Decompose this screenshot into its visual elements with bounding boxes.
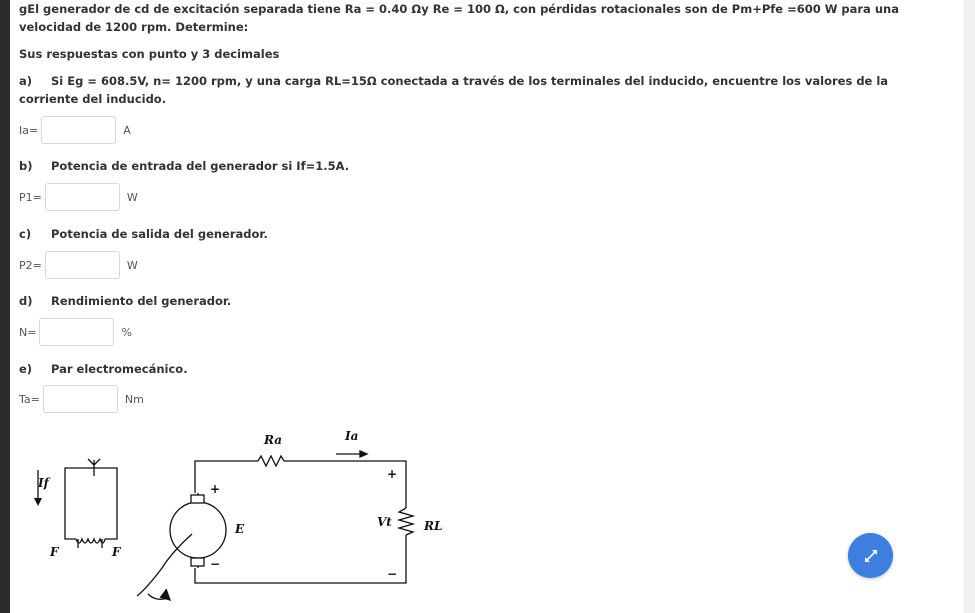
answer-row-a bbox=[19, 114, 131, 146]
answer-row-c bbox=[19, 249, 138, 281]
e-label: E bbox=[235, 522, 245, 536]
armature-circuit bbox=[137, 451, 413, 600]
answer-e-unit: Nm bbox=[124, 392, 144, 406]
question-e bbox=[19, 360, 188, 378]
answer-e-label: Ta= bbox=[19, 392, 40, 406]
answer-format-note: Sus respuestas con punto y 3 decimales bbox=[19, 47, 280, 61]
plus-top-label: + bbox=[387, 467, 398, 481]
question-page bbox=[10, 0, 964, 613]
vt-label: Vt bbox=[377, 515, 392, 529]
answer-b-label: P1= bbox=[19, 190, 42, 204]
question-e-letter: e) bbox=[19, 362, 33, 376]
question-a-letter: a) bbox=[19, 74, 33, 88]
field-winding bbox=[34, 459, 117, 548]
question-c-text: Potencia de salida del generador. bbox=[51, 227, 268, 241]
answer-row-b bbox=[19, 181, 138, 213]
question-d bbox=[19, 292, 231, 310]
field-terminal-left-label: F bbox=[50, 545, 59, 559]
generator-circuit-diagram bbox=[10, 418, 470, 613]
problem-statement: gEl generador de cd de excitación separada tiene Ra = 0.40 Ωy Re = 100 Ω, con pérdidas rotacionales son de Pm+Pfe =600 W para una velocidad de 1200 rpm. Determine: bbox=[19, 2, 899, 34]
answer-d-unit: % bbox=[121, 325, 132, 339]
question-e-text: Par electromecánico. bbox=[51, 362, 188, 376]
ra-label: Ra bbox=[264, 433, 283, 447]
answer-a-unit: A bbox=[123, 123, 131, 137]
expand-button[interactable] bbox=[848, 533, 893, 578]
if-label: If bbox=[38, 476, 49, 490]
answer-b-unit: W bbox=[126, 190, 138, 204]
question-a-text: Si Eg = 608.5V, n= 1200 rpm, y una carga RL=15Ω conectada a través de los terminales del inducido, encuentre los valores de la corriente del inducido. bbox=[19, 74, 889, 106]
answer-d-label: N= bbox=[19, 325, 37, 339]
question-d-text: Rendimiento del generador. bbox=[51, 294, 232, 308]
question-b-letter: b) bbox=[19, 159, 33, 173]
answer-c-label: P2= bbox=[19, 258, 42, 272]
minus-bottom-label: − bbox=[387, 567, 398, 581]
rl-label: RL bbox=[424, 519, 443, 533]
minus-machine-label: − bbox=[210, 557, 221, 571]
answer-a-label: Ia= bbox=[19, 123, 39, 137]
answer-c-input[interactable] bbox=[45, 251, 120, 279]
field-terminal-right-label: F bbox=[112, 545, 121, 559]
question-b bbox=[19, 157, 349, 175]
answer-row-d bbox=[19, 316, 132, 348]
question-b-text: Potencia de entrada del generador si If=1.5A. bbox=[51, 159, 350, 173]
question-d-letter: d) bbox=[19, 294, 33, 308]
answer-b-input[interactable] bbox=[45, 183, 120, 211]
question-a bbox=[19, 72, 939, 108]
ia-label: Ia bbox=[345, 429, 359, 443]
right-edge-scroll-area bbox=[964, 0, 975, 613]
expand-arrows-icon bbox=[863, 548, 879, 564]
answer-row-e bbox=[19, 383, 144, 415]
plus-machine-label: + bbox=[210, 482, 221, 496]
answer-a-input[interactable] bbox=[41, 116, 116, 144]
question-c bbox=[19, 225, 268, 243]
question-c-letter: c) bbox=[19, 227, 32, 241]
answer-e-input[interactable] bbox=[43, 385, 118, 413]
answer-c-unit: W bbox=[126, 258, 138, 272]
answer-d-input[interactable] bbox=[39, 318, 114, 346]
